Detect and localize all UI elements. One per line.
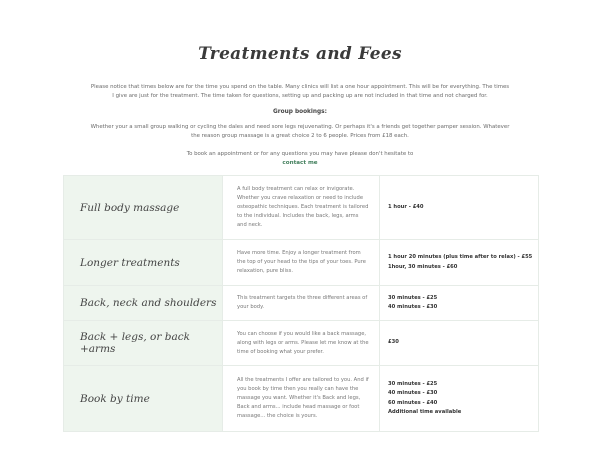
group-bookings-heading: Group bookings: bbox=[273, 109, 327, 115]
treatment-description: A full body treatment can relax or invigorate. Whether you crave relaxation or need to include osteopathic techniques. Each treatment is tailored to the individual. Includes the back, legs, arms and neck. bbox=[223, 176, 380, 239]
price-line: 1 hour 20 minutes (plus time after to relax) - £55 bbox=[388, 254, 533, 260]
treatment-price bbox=[380, 366, 538, 431]
treatment-name: Back + legs, or back +arms bbox=[64, 321, 223, 365]
intro-text: Please notice that times below are for the time you spend on the table. Many clinics will list a one hour appointment. This will be for everything. The times I give are just for the treatment. The time taken for questions, setting up and packing up are not included in that time and not charged for. bbox=[90, 84, 510, 100]
table-row bbox=[64, 176, 538, 240]
price-line: 1hour, 30 minutes - £60 bbox=[388, 263, 458, 270]
table-row bbox=[64, 286, 538, 321]
table-row bbox=[64, 321, 538, 366]
contact-me-link[interactable]: contact me bbox=[282, 160, 318, 166]
price-line: 40 minutes - £30 bbox=[388, 304, 438, 310]
table-row bbox=[64, 240, 538, 286]
treatment-price bbox=[380, 286, 538, 320]
price-line: 1 hour - £40 bbox=[388, 203, 424, 210]
treatment-price bbox=[380, 321, 538, 365]
treatment-price bbox=[380, 240, 538, 285]
treatment-name: Longer treatments bbox=[64, 240, 223, 285]
group-bookings-text: Whether your a small group walking or cycling the dales and need sore legs rejuvenating. Or perhaps it's a friends get together pamper session. Whatever the reason group massage is a great choice 2 to 6 people. Prices from £18 each. bbox=[90, 124, 510, 140]
treatment-description: Have more time. Enjoy a longer treatment from the top of your head to the tips of your toes. Pure relaxation, pure bliss. bbox=[223, 240, 380, 285]
treatment-name: Full body massage bbox=[64, 176, 223, 239]
price-line: 60 minutes - £40 bbox=[388, 399, 438, 406]
price-line: £30 bbox=[388, 339, 399, 346]
table-row bbox=[64, 366, 538, 431]
treatment-description: You can choose if you would like a back massage, along with legs or arms. Please let me know at the time of booking what your prefer. bbox=[223, 321, 380, 365]
treatment-description: All the treatments I offer are tailored to you. And if you book by time then you really can have the massage you want. Whether it's Back and legs, Back and arms... include head massage or foot massage... the choice is yours. bbox=[223, 366, 380, 431]
treatment-name: Book by time bbox=[64, 366, 223, 431]
treatment-description: This treatment targets the three different areas of your body. bbox=[223, 286, 380, 320]
price-line: 30 minutes - £25 bbox=[388, 380, 438, 387]
price-line: Additional time available bbox=[388, 409, 462, 415]
treatment-name: Back, neck and shoulders bbox=[64, 286, 223, 320]
price-line: 30 minutes - £25 bbox=[388, 294, 438, 301]
treatment-price bbox=[380, 176, 538, 239]
treatments-table bbox=[63, 175, 539, 432]
page-title: Treatments and Fees bbox=[198, 44, 402, 65]
price-line: 40 minutes - £30 bbox=[388, 390, 438, 396]
booking-text: To book an appointment or for any questions you may have please don't hesitate to bbox=[186, 151, 414, 157]
